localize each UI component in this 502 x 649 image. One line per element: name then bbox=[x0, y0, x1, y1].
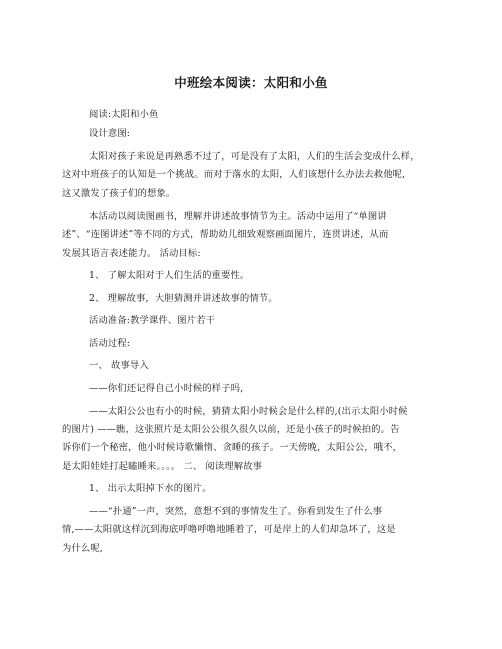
text-line: 情,——太阳就这样沉到海底呼噜呼噜地睡着了，可是岸上的人们却急坏了，这是 bbox=[62, 524, 396, 535]
text-line: 发展其语言表述能力。 活动目标: bbox=[62, 248, 201, 259]
section-heading: 一、 故事导入 bbox=[89, 360, 149, 371]
text-line: 是太阳娃娃打起瞌睡来。。。。 二、 阅读理解故事 bbox=[62, 461, 263, 472]
text-line: 活动过程: bbox=[89, 338, 131, 349]
list-item: 2、 理解故事，大胆猜测并讲述故事的情节。 bbox=[89, 293, 278, 304]
text-line: 阅读:太阳和小鱼 bbox=[89, 109, 159, 120]
text-line: 为什么呢, bbox=[62, 543, 103, 554]
text-line: 太阳对孩子来说是再熟悉不过了，可是没有了太阳，人们的生活会变成什么样， bbox=[89, 151, 420, 162]
text-line: ——“扑通”一声，突然，意想不到的事情发生了。你看到发生了什么事 bbox=[89, 506, 383, 517]
list-item: 1、 出示太阳掉下水的图片。 bbox=[89, 483, 212, 494]
text-line: 这又激发了孩子们的想象。 bbox=[62, 188, 176, 199]
text-line: 这对中班孩子的认知是一个挑战。而对于落水的太阳，人们该想什么办法去救他呢, bbox=[62, 169, 406, 180]
text-line: 的图片) ——瞧，这张照片是太阳公公很久很久以前，还是小孩子的时候拍的。告 bbox=[62, 424, 400, 435]
text-line: ——太阳公公也有小的时候，猜猜太阳小时候会是什么样的,(出示太阳小时候 bbox=[89, 406, 408, 417]
text-line: 述”、“连图讲述”等不同的方式，帮助幼儿细致观察画面图片，连贯讲述，从而 bbox=[62, 229, 389, 240]
page-title: 中班绘本阅读：太阳和小鱼 bbox=[174, 75, 328, 90]
text-line: ——你们还记得自己小时候的样子吗, bbox=[89, 383, 244, 394]
list-item: 1、 了解太阳对于人们生活的重要性。 bbox=[89, 270, 250, 281]
text-line: 设计意图: bbox=[89, 128, 131, 139]
text-line: 诉你们一个秘密，他小时候诗歌懒惰、贪睡的孩子。一天傍晚，太阳公公，哦不， bbox=[62, 442, 403, 453]
text-line: 本活动以阅读图画书，理解并讲述故事情节为主。活动中运用了“单图讲 bbox=[89, 211, 387, 222]
text-line: 活动准备:教学课件、图片若干 bbox=[89, 315, 216, 326]
